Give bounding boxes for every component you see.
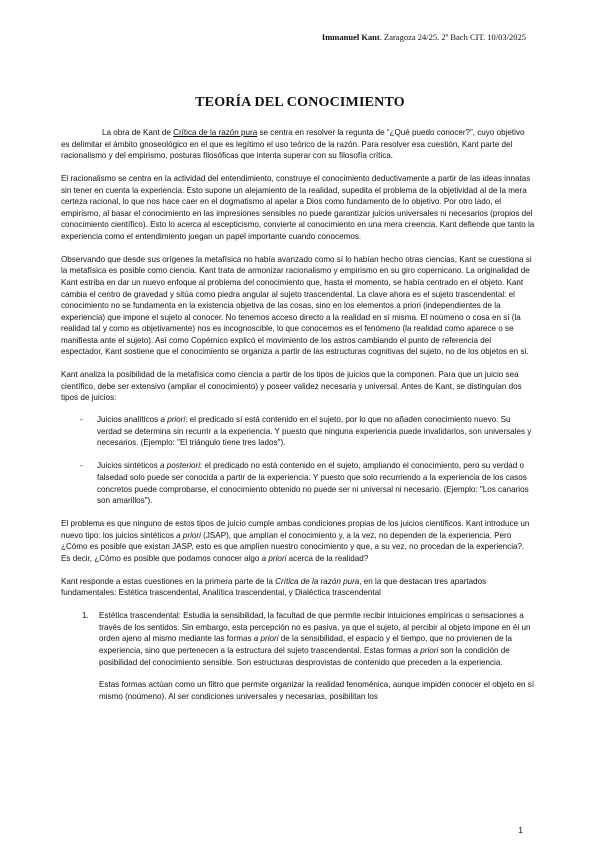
page-number: 1 xyxy=(518,825,523,835)
apartados-list xyxy=(61,610,535,702)
juicios-paragraph: Kant analiza la posibilidad de la metafísica como ciencia a partir de los tipos de juicios que la componen. Para que un juicio sea científico, debe ser extensivo (ampliar el conocimiento) y poseer validez necesaria y universal. Antes de Kant, se distinguían dos tipos de juicios: xyxy=(61,370,522,403)
list-number: 1. xyxy=(82,611,89,621)
header-author: Immanuel Kant xyxy=(321,32,380,42)
juicios-list xyxy=(61,414,535,507)
list-item-lead: Juicios analíticos xyxy=(97,415,161,425)
responde-text-b: , en la que destacan tres apartados fundamentales: Estética trascendental, Analítica trascendental, y Dialéctica trascendental xyxy=(61,576,487,598)
intro-book-title: Crítica de la razón pura xyxy=(173,128,258,137)
list-item xyxy=(82,610,535,702)
estetica-text-b: de la sensibilidad, el espacio y el tiempo, que no provienen de la experiencia, sino que pertenecen a la estructura del sujeto trascendental. Estas formas xyxy=(99,634,513,655)
intro-paragraph xyxy=(61,127,535,162)
list-item-emphasis: a priori xyxy=(160,415,186,425)
list-item-text: : el predicado sí está contenido en el sujeto, por lo que no añaden conocimiento nuevo. Su verdad se determina sin recurrir a la experiencia. Y puesto que ninguna experiencia puede invalidarlos, son universales y necesarios. (Ejemplo: "El triángulo tiene tres lados"). xyxy=(97,415,532,448)
list-item xyxy=(80,460,535,506)
list-bullet: - xyxy=(80,461,83,471)
list-item-emphasis: a posteriori xyxy=(159,461,201,471)
problema-text-a: El problema es que ninguno de estos tipos de juicio cumple ambas condiciones propias de los juicios científicos. Kant introduce un nuevo tipo: los juicios sintéticos xyxy=(61,519,530,540)
estetica-text-c: son la condición de posibilidad del conocimiento sensible. Son estructuras desprovistas de contenido que preceden a la experiencia. xyxy=(99,645,510,667)
problema-text-c: acerca de la realidad? xyxy=(286,553,369,563)
estetica-paragraph xyxy=(99,610,535,668)
list-item-text: : el predicado no está contenido en el sujeto, ampliando el conocimiento, pero su verdad o falsedad solo puede ser conocida a partir de la experiencia. Y puesto que solo recurriendo a la experiencia de los casos concretos puede comprobarse, el conocimiento obtenido no puede ser ni universal ni necesario. (Ejemplo: "Los canarios son amarillos"). xyxy=(97,461,529,506)
responde-paragraph xyxy=(61,576,535,599)
intro-text-a: La obra de Kant de xyxy=(102,128,174,137)
header-details: . Zaragoza 24/25. 2º Bach CIT. 10/03/2025 xyxy=(379,32,526,42)
problema-emphasis-2: a priori xyxy=(261,553,287,563)
estetica-text-a: Estética trascendental: Estudia la sensibilidad, la facultad de que permite recibir intuiciones empíricas o sensaciones a través de los sentidos. Sin embargo, esta percepción no es pasiva, ya que el sujeto, al percibir al objeto impone en él un orden ajeno al mismo mediante las formas xyxy=(99,611,531,644)
metafisica-paragraph: Observando que desde sus orígenes la metafísica no había avanzado como sí lo habían hecho otras ciencias, Kant se cuestiona si la metafísica es posible como ciencia. Kant trata de armonizar racionalismo y empirismo en su giro copernicano. La originalidad de Kant estriba en dar un nuevo enfoque al problema del conocimiento que, hasta el momento, se había centrado en el objeto. Kant cambia el centro de gravedad y sitúa como piedra angular al sujeto trascendental. La clave ahora es el sujeto trascendental: el conocimiento no se fundamenta en la existencia objetiva de las cosas, sino en los elementos a priori (independientes de la experiencia) que impone el sujeto al conocer. No tenemos acceso directo a la realidad en sí misma. El noúmeno o cosa en sí (la realidad tal y como es objetivamente) nos es incognoscible, lo que conocemos es el fenómeno (la realidad como aparece o se manifiesta ante el sujeto). Así como Copérnico explicó el movimiento de los astros cambiando el punto de referencia del espectador, Kant sostiene que el conocimiento se organiza a partir de las estructuras cognitivas del sujeto, no de los objetos en sí. xyxy=(61,254,532,357)
intro-text-b: se centra en resolver la regunta de “¿Qué puedo conocer?”, cuyo objetivo es delimitar el ámbito gnoseológico en el que es legítimo el uso teórico de la razón. Para resolver esa cuestión, Kant parte del racionalismo y del empirismo, posturas filosóficas que intenta superar con su filosofía crítica. xyxy=(61,128,525,161)
problema-emphasis-1: a priori xyxy=(176,530,201,540)
estetica-emphasis-2: a priori xyxy=(413,645,439,655)
responde-text-a: Kant responde a estas cuestiones en la primera parte de la xyxy=(61,576,276,586)
document-body xyxy=(61,127,535,713)
problema-text-b: (JSAP), que amplían el conocimiento y, a la vez, no dependen de la experiencia. Pero ¿Cómo es posible que existan JASP, esto es que amplíen nuestro conocimiento y que, a su vez, no procedan de la experiencia?. Es decir, ¿Cómo es posible que podamos conocer algo xyxy=(61,530,525,563)
estetica-continuation: Estas formas actúan como un filtro que permite organizar la realidad fenoménica, aunque impiden conocer el objeto en sí mismo (noúmeno). Al ser condiciones universales y necesarias, posibilitan los xyxy=(99,680,535,701)
list-item xyxy=(80,414,535,449)
estetica-emphasis-1: a priori xyxy=(253,634,279,644)
list-bullet: - xyxy=(80,415,83,425)
responde-book-title: Crítica de la razón pura xyxy=(275,576,360,586)
racionalismo-paragraph: El racionalismo se centra en la actividad del entendimiento, construye el conocimiento deductivamente a partir de las ideas innatas sin tener en cuenta la experiencia. Esto supone un alejamiento de la realidad, supedita el problema de la objetividad al de la mera certeza racional, lo que nos hace caer en el dogmatismo al apelar a Dios como fundamento de lo objetivo. Por otro lado, el empirismo, al basar el conocimiento en las impresiones sensibles no puede garantizar juicios universales ni necesarios (propios del conocimiento científico). Esto lo acerca al escepticismo, convierte al conocimiento en una mera creencia. Kant defiende que tanto la experiencia como el entendimiento juegan un papel importante cuando conocemos. xyxy=(61,173,535,241)
problema-paragraph xyxy=(61,518,535,564)
page-header xyxy=(322,32,526,42)
list-item-lead: Juicios sintéticos xyxy=(97,461,160,471)
document-title: TEORÍA DEL CONOCIMIENTO xyxy=(195,95,405,110)
